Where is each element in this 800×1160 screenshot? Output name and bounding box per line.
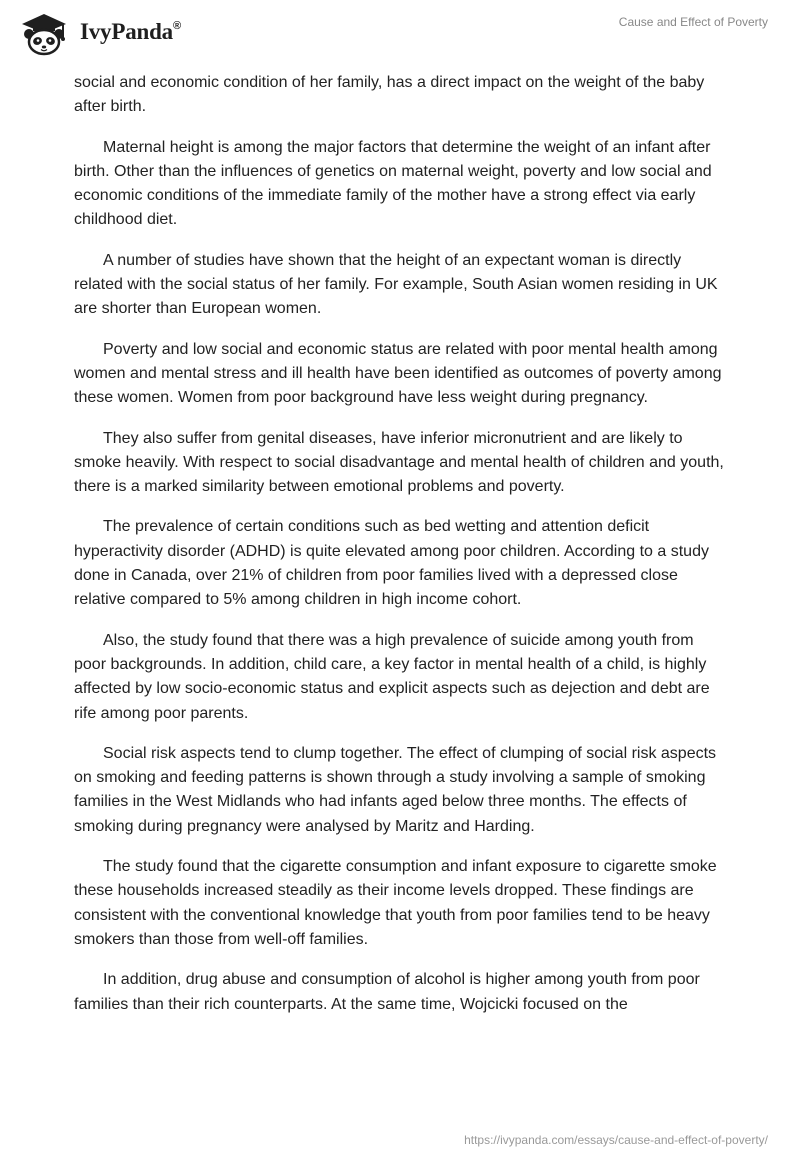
paragraph: Also, the study found that there was a high prevalence of suicide among youth from poor backgrounds. In addition, child care, a key factor in mental health of a child, is highly affected by low socio-economic status and explicit aspects such as dejection and debt are rife among poor parents. [74, 631, 710, 722]
brand-name: IvyPanda® [80, 19, 181, 44]
paragraph: In addition, drug abuse and consumption of alcohol is higher among youth from poor families than their rich counterparts. At the same time, Wojcicki focused on the [74, 971, 700, 1013]
paragraph: social and economic condition of her family, has a direct impact on the weight of the baby after birth. [74, 74, 705, 116]
paragraph: Social risk aspects tend to clump together. The effect of clumping of social risk aspects on smoking and feeding patterns is shown through a study involving a sample of smoking families in the West Midlands who had infants aged below three months. The effects of smoking during pregnancy were analysed by Maritz and Harding. [74, 744, 717, 835]
page-header [0, 0, 800, 70]
paragraph: The study found that the cigarette consumption and infant exposure to cigarette smoke these households increased steadily as their income levels dropped. These findings are consistent with the conventional knowledge that youth from poor families tend to be heavy smokers than those from well-off families. [74, 858, 717, 948]
paragraph: They also suffer from genital diseases, have inferior micronutrient and are likely to smoke heavily. With respect to social disadvantage and mental health of children and youth, there is a marked similarity between emotional problems and poverty. [74, 429, 724, 496]
logo[interactable] [16, 8, 181, 56]
paragraph: Poverty and low social and economic status are related with poor mental health among women and mental stress and ill health have been identified as outcomes of poverty among these women. Women from poor background have less weight during pregnancy. [74, 340, 722, 407]
paragraph: Maternal height is among the major factors that determine the weight of an infant after birth. Other than the influences of genetics on maternal weight, poverty and low social and economic conditions of the immediate family of the mother have a strong effect via early childhood diet. [74, 138, 712, 229]
document-title: Cause and Effect of Poverty [618, 15, 768, 29]
panda-graduate-icon [16, 8, 72, 56]
paragraph: A number of studies have shown that the height of an expectant woman is directly related with the social status of her family. For example, South Asian women residing in UK are shorter than European women. [74, 251, 718, 318]
paragraph: The prevalence of certain conditions such as bed wetting and attention deficit hyperactivity disorder (ADHD) is quite elevated among poor children. According to a study done in Canada, over 21% of children from poor families lived with a depressed close relative compared to 5% among children in high income cohort. [74, 518, 709, 609]
essay-body [74, 71, 726, 1033]
source-url[interactable]: https://ivypanda.com/essays/cause-and-effect-of-poverty/ [464, 1133, 768, 1147]
